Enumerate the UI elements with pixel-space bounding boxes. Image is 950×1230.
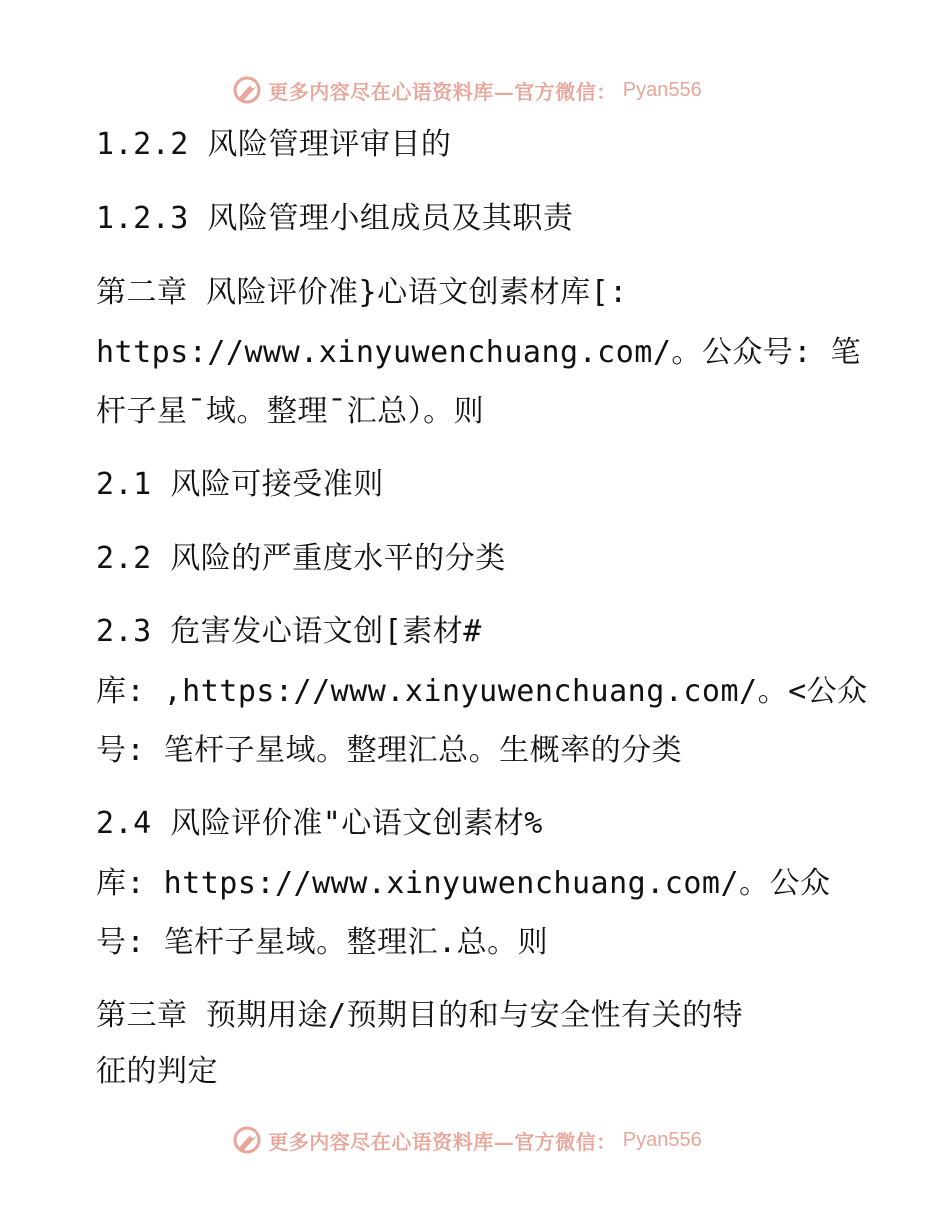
- section-2-2: 2.2 风险的严重度水平的分类: [96, 541, 506, 576]
- footer-watermark: [0, 1120, 950, 1160]
- section-2-1: 2.1 风险可接受准则: [96, 467, 384, 502]
- chapter-3-heading: 第三章 预期用途/预期目的和与安全性有关的特: [96, 998, 744, 1033]
- section-2-4-line-2: 库: https://www.xinyuwenchuang.com/。公众: [96, 866, 831, 901]
- chapter-2-heading: 第二章 风险评价准}心语文创素材库[:: [96, 275, 628, 310]
- chapter-3-heading-line-2: 征的判定: [96, 1054, 218, 1089]
- watermark-text: 更多内容尽在心语资料库—官方微信：: [268, 1129, 617, 1154]
- section-2-4-line-3: 号: 笔杆子星域。整理汇.总。则: [96, 925, 549, 960]
- section-2-3-line-3: 号: 笔杆子星域。整理汇总。生概率的分类: [96, 733, 683, 768]
- watermark-text: 更多内容尽在心语资料库—官方微信：: [268, 79, 617, 104]
- section-2-3-line-2: 库: ,https://www.xinyuwenchuang.com/。<公众: [96, 674, 868, 709]
- watermark-id: Pyan556: [622, 78, 702, 101]
- pen-logo-icon: [232, 1125, 262, 1155]
- section-2-3: 2.3 危害发心语文创[素材#: [96, 614, 482, 649]
- chapter-2-heading-line-3: 杆子星¯域。整理¯汇总）。则: [96, 394, 485, 429]
- watermark-id: Pyan556: [622, 1128, 702, 1151]
- section-2-4: 2.4 风险评价准"心语文创素材%: [96, 806, 543, 841]
- section-1-2-3: 1.2.3 风险管理小组成员及其职责: [96, 201, 574, 236]
- chapter-2-heading-line-2: https://www.xinyuwenchuang.com/。公众号: 笔: [96, 335, 862, 370]
- section-1-2-2: 1.2.2 风险管理评审目的: [96, 127, 452, 162]
